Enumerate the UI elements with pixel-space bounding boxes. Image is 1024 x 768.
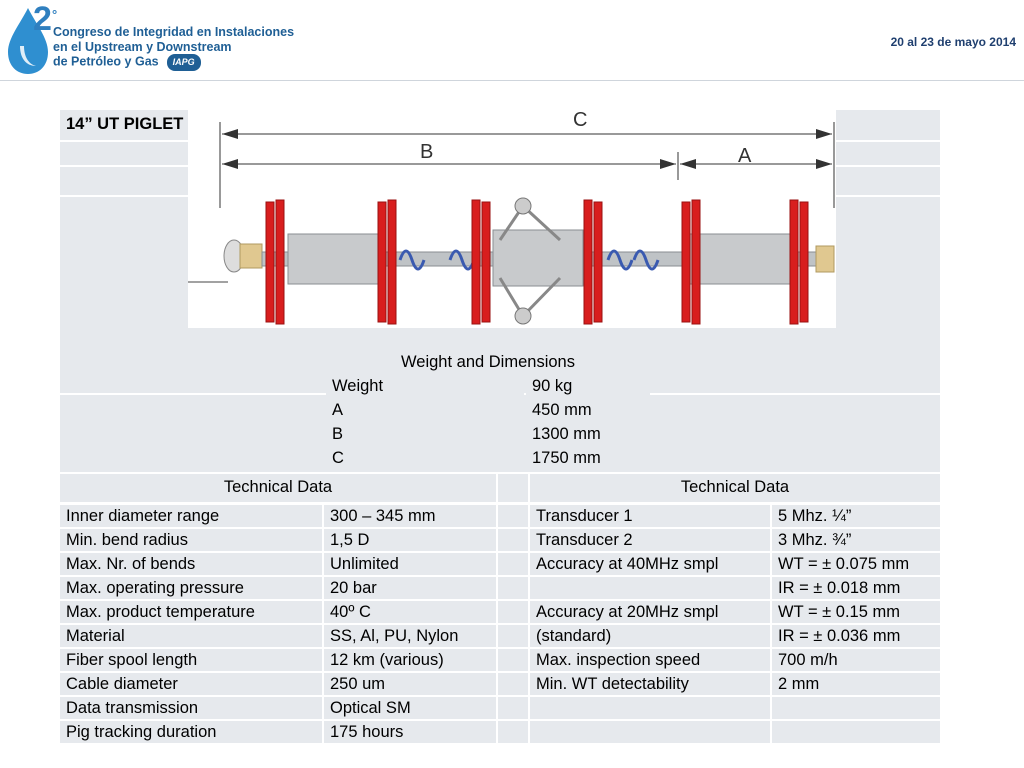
conference-name bbox=[53, 25, 294, 71]
weight-dimensions-header: Weight and Dimensions bbox=[326, 352, 650, 374]
tech-left-label: Cable diameter bbox=[60, 673, 322, 695]
wd-value: 90 kg bbox=[526, 376, 650, 398]
conference-line-3-text: de Petróleo y Gas bbox=[53, 54, 159, 69]
dimension-label-c: C bbox=[573, 110, 588, 131]
dimension-label-a: A bbox=[738, 145, 752, 167]
spacer-cell bbox=[498, 553, 528, 575]
conference-date: 20 al 23 de mayo 2014 bbox=[890, 35, 1016, 49]
tech-right-value: 700 m/h bbox=[772, 649, 940, 671]
tech-left-label: Min. bend radius bbox=[60, 529, 322, 551]
conference-line-2: en el Upstream y Downstream bbox=[53, 39, 232, 54]
logo-degree: ° bbox=[52, 7, 58, 22]
tech-right-value bbox=[772, 721, 940, 743]
tech-right-label: Accuracy at 40MHz smpl bbox=[530, 553, 770, 575]
wd-label: A bbox=[326, 400, 524, 422]
tech-right-label: Accuracy at 20MHz smpl bbox=[530, 601, 770, 623]
conference-line-1: Congreso de Integridad en Instalaciones bbox=[53, 25, 295, 39]
tech-right-value: 5 Mhz. ¼” bbox=[772, 505, 940, 527]
tech-right-label: Max. inspection speed bbox=[530, 649, 770, 671]
tech-left-label: Inner diameter range bbox=[60, 505, 322, 527]
wd-label: Weight bbox=[326, 376, 524, 398]
wd-value: 1300 mm bbox=[526, 424, 650, 446]
tech-right-label: Transducer 2 bbox=[530, 529, 770, 551]
conference-line-3 bbox=[53, 54, 294, 71]
tech-left-value: 250 um bbox=[324, 673, 496, 695]
tech-right-value: IR = ± 0.018 mm bbox=[772, 577, 940, 599]
tech-left-label: Fiber spool length bbox=[60, 649, 322, 671]
tech-right-value: WT = ± 0.15 mm bbox=[772, 601, 940, 623]
tech-right-value: WT = ± 0.075 mm bbox=[772, 553, 940, 575]
spacer-cell bbox=[498, 673, 528, 695]
tech-left-label: Material bbox=[60, 625, 322, 647]
spacer-cell bbox=[498, 577, 528, 599]
tech-left-value: 20 bar bbox=[324, 577, 496, 599]
spacer-cell bbox=[498, 649, 528, 671]
tech-right-label: Min. WT detectability bbox=[530, 673, 770, 695]
tech-left-header: Technical Data bbox=[60, 474, 496, 502]
tech-left-value: 40º C bbox=[324, 601, 496, 623]
tech-right-label: Transducer 1 bbox=[530, 505, 770, 527]
tech-right-header: Technical Data bbox=[530, 474, 940, 502]
wd-label: B bbox=[326, 424, 524, 446]
logo-number: 2 bbox=[33, 0, 52, 38]
tech-right-value: 2 mm bbox=[772, 673, 940, 695]
page-title: 14” UT PIGLET bbox=[66, 115, 184, 133]
spacer-cell bbox=[498, 697, 528, 719]
header-divider bbox=[0, 80, 1024, 81]
dimension-label-b: B bbox=[420, 141, 434, 163]
tech-right-label bbox=[530, 721, 770, 743]
tech-left-label: Data transmission bbox=[60, 697, 322, 719]
tech-left-label: Max. product temperature bbox=[60, 601, 322, 623]
tech-left-value: 1,5 D bbox=[324, 529, 496, 551]
tech-left-value: Optical SM bbox=[324, 697, 496, 719]
tech-left-value: SS, Al, PU, Nylon bbox=[324, 625, 496, 647]
tech-right-value: IR = ± 0.036 mm bbox=[772, 625, 940, 647]
tech-left-value: 175 hours bbox=[324, 721, 496, 743]
tech-left-value: 12 km (various) bbox=[324, 649, 496, 671]
spacer-cell bbox=[498, 505, 528, 527]
spacer-cell bbox=[498, 529, 528, 551]
tech-right-label bbox=[530, 697, 770, 719]
spacer-cell bbox=[498, 625, 528, 647]
wd-label: C bbox=[326, 448, 524, 470]
tech-right-label: (standard) bbox=[530, 625, 770, 647]
tech-right-label bbox=[530, 577, 770, 599]
tech-right-value: 3 Mhz. ¾” bbox=[772, 529, 940, 551]
slide-header bbox=[0, 0, 1024, 80]
pig-diagram bbox=[188, 110, 836, 328]
tech-left-value: Unlimited bbox=[324, 553, 496, 575]
tech-left-label: Max. Nr. of bends bbox=[60, 553, 322, 575]
spacer-cell bbox=[498, 601, 528, 623]
tech-left-label: Pig tracking duration bbox=[60, 721, 322, 743]
tech-left-value: 300 – 345 mm bbox=[324, 505, 496, 527]
spacer-cell bbox=[498, 474, 528, 502]
wd-value: 1750 mm bbox=[526, 448, 650, 470]
tech-right-value bbox=[772, 697, 940, 719]
wd-value: 450 mm bbox=[526, 400, 650, 422]
tech-left-label: Max. operating pressure bbox=[60, 577, 322, 599]
spacer-cell bbox=[498, 721, 528, 743]
org-badge: IAPG bbox=[167, 54, 201, 71]
